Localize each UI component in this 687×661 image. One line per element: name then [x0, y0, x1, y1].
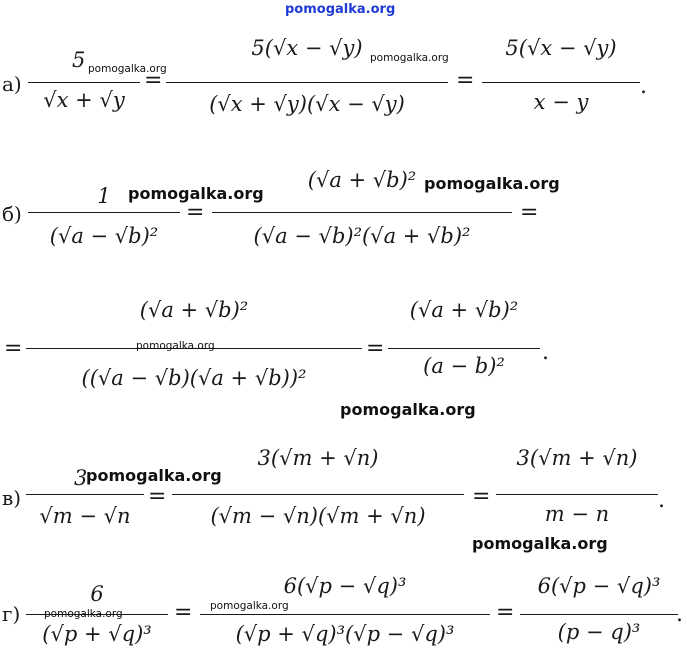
- fraction-a-2: [166, 30, 448, 140]
- fraction-g-3-numerator: 6(√p − √q)³: [537, 574, 661, 598]
- fraction-bar: [520, 614, 678, 615]
- fraction-a-3: [482, 30, 640, 140]
- fraction-g-1: [26, 580, 168, 660]
- fraction-g-2: [200, 566, 490, 660]
- fraction-g-1-denominator: (√p + √q)³: [42, 622, 152, 646]
- fraction-v-3-numerator: 3(√m + √n): [516, 446, 638, 470]
- fraction-bar: [166, 82, 448, 83]
- fraction-v-1-denominator: √m − √n: [39, 504, 131, 528]
- equals-sign: =: [186, 200, 205, 225]
- fraction-v-3-denominator: m − n: [544, 502, 610, 526]
- fraction-b-2-denominator: (√a − √b)²(√a + √b)²: [253, 224, 471, 248]
- fraction-bar: [28, 82, 140, 83]
- watermark-top[interactable]: pomogalka.org: [285, 2, 396, 17]
- fraction-b-4-denominator: (a − b)²: [423, 354, 505, 378]
- fraction-g-2-numerator: 6(√p − √q)³: [283, 574, 407, 598]
- period: .: [640, 74, 647, 99]
- fraction-g-2-denominator: (√p + √q)³(√p − √q)³: [235, 622, 455, 646]
- fraction-g-3: [520, 566, 678, 660]
- period: .: [542, 340, 549, 365]
- fraction-b-3-numerator: (√a + √b)²: [139, 298, 249, 322]
- fraction-b-4: [388, 290, 540, 390]
- label-g: г): [2, 602, 21, 626]
- watermark-small[interactable]: pomogalka.org: [210, 600, 289, 612]
- watermark-large[interactable]: pomogalka.org: [472, 534, 608, 553]
- fraction-a-2-numerator: 5(√x − √y): [251, 36, 363, 60]
- watermark-large[interactable]: pomogalka.org: [424, 174, 560, 193]
- fraction-a-1-numerator: 5: [72, 48, 86, 72]
- fraction-bar: [26, 494, 144, 495]
- fraction-bar: [200, 614, 490, 615]
- fraction-g-1-numerator: 6: [90, 582, 104, 606]
- fraction-b-3-denominator: ((√a − √b)(√a + √b))²: [81, 366, 307, 390]
- label-v: в): [2, 486, 22, 510]
- watermark-small[interactable]: pomogalka.org: [136, 340, 215, 352]
- fraction-v-1-numerator: 3: [74, 466, 88, 490]
- equals-sign: =: [456, 68, 475, 93]
- fraction-v-2-numerator: 3(√m + √n): [257, 446, 379, 470]
- watermark-large[interactable]: pomogalka.org: [128, 184, 264, 203]
- fraction-a-1-denominator: √x + √y: [43, 88, 125, 112]
- fraction-v-2-denominator: (√m − √n)(√m + √n): [210, 504, 426, 528]
- fraction-v-2: [172, 440, 464, 552]
- equals-sign: =: [144, 68, 163, 93]
- equals-sign: =: [174, 600, 193, 625]
- fraction-b-2-numerator: (√a + √b)²: [307, 168, 417, 192]
- fraction-bar: [28, 212, 180, 213]
- fraction-bar: [172, 494, 464, 495]
- fraction-b-3: [26, 290, 362, 420]
- equals-sign: =: [366, 336, 385, 361]
- watermark-small[interactable]: pomogalka.org: [44, 608, 123, 620]
- equals-sign: =: [496, 600, 515, 625]
- equals-sign: =: [520, 200, 539, 225]
- fraction-a-3-denominator: x − y: [533, 90, 589, 114]
- fraction-a-1: [28, 48, 140, 128]
- fraction-g-3-denominator: (p − q)³: [557, 620, 641, 644]
- fraction-a-3-numerator: 5(√x − √y): [505, 36, 617, 60]
- fraction-a-2-denominator: (√x + √y)(√x − √y): [209, 92, 405, 116]
- equals-sign: =: [148, 484, 167, 509]
- fraction-bar: [482, 82, 640, 83]
- period: .: [658, 488, 665, 513]
- fraction-bar: [388, 348, 540, 349]
- fraction-bar: [496, 494, 658, 495]
- watermark-large[interactable]: pomogalka.org: [86, 466, 222, 485]
- period: .: [676, 602, 683, 627]
- watermark-large[interactable]: pomogalka.org: [340, 400, 476, 419]
- fraction-b-4-numerator: (√a + √b)²: [409, 298, 519, 322]
- fraction-b-1-denominator: (√a − √b)²: [49, 224, 159, 248]
- fraction-b-1-numerator: 1: [97, 184, 111, 208]
- watermark-small[interactable]: pomogalka.org: [88, 63, 167, 75]
- equals-sign: =: [472, 484, 491, 509]
- equals-sign: =: [4, 336, 23, 361]
- label-b: б): [2, 202, 22, 226]
- label-a: а): [2, 72, 22, 96]
- fraction-bar: [212, 212, 512, 213]
- watermark-small[interactable]: pomogalka.org: [370, 52, 449, 64]
